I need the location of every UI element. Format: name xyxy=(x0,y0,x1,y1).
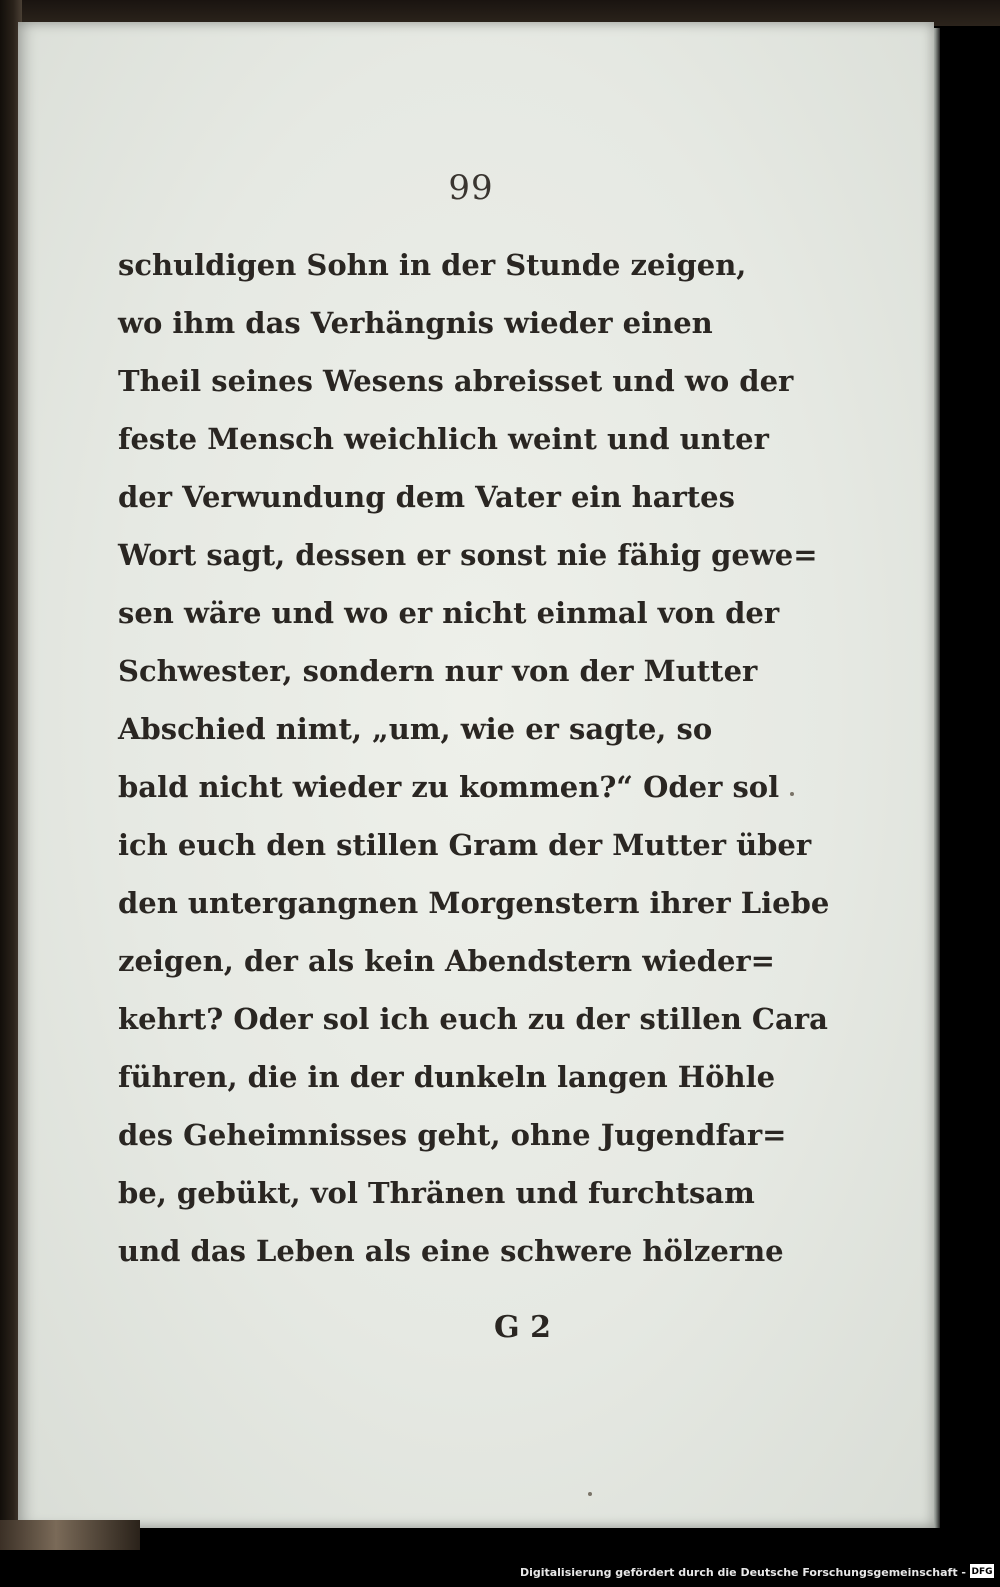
text-line: Abschied nimt, „um, wie er sagte, so xyxy=(118,712,713,746)
text-line: den untergangnen Morgenstern ihrer Liebe xyxy=(118,886,830,920)
paper-speck xyxy=(790,792,794,796)
binding-bottom-edge xyxy=(0,1520,140,1550)
text-line: kehrt? Oder sol ich euch zu der stillen Cara xyxy=(118,1002,828,1036)
page-number: 99 xyxy=(448,168,494,208)
paper-page xyxy=(18,22,934,1528)
text-line: und das Leben als eine schwere hölzerne xyxy=(118,1234,784,1268)
text-line: be, gebükt, vol Thränen und furchtsam xyxy=(118,1176,755,1210)
text-line: Schwester, sondern nur von der Mutter xyxy=(118,654,758,688)
text-line: wo ihm das Verhängnis wieder einen xyxy=(118,306,713,340)
text-line: ich euch den stillen Gram der Mutter über xyxy=(118,828,812,862)
text-line: Theil seines Wesens abreisset und wo der xyxy=(118,364,794,398)
text-line: schuldigen Sohn in der Stunde zeigen, xyxy=(118,248,747,282)
paper-speck xyxy=(588,1492,592,1496)
text-line: feste Mensch weichlich weint und unter xyxy=(118,422,769,456)
text-line: bald nicht wieder zu kommen?“ Oder sol xyxy=(118,770,780,804)
text-line: führen, die in der dunkeln langen Höhle xyxy=(118,1060,776,1094)
text-line: der Verwundung dem Vater ein hartes xyxy=(118,480,735,514)
digitization-credit: Digitalisierung gefördert durch die Deutsche Forschungsgemeinschaft - xyxy=(519,1566,966,1579)
text-line: zeigen, der als kein Abendstern wieder= xyxy=(118,944,775,978)
text-line: Wort sagt, dessen er sonst nie fähig gewe= xyxy=(118,538,818,572)
text-line: des Geheimnisses geht, ohne Jugendfar= xyxy=(118,1118,787,1152)
signature-mark: G 2 xyxy=(494,1310,551,1345)
body-text xyxy=(118,236,830,1280)
dfg-logo: DFG xyxy=(970,1564,994,1578)
text-line: sen wäre und wo er nicht einmal von der xyxy=(118,596,780,630)
